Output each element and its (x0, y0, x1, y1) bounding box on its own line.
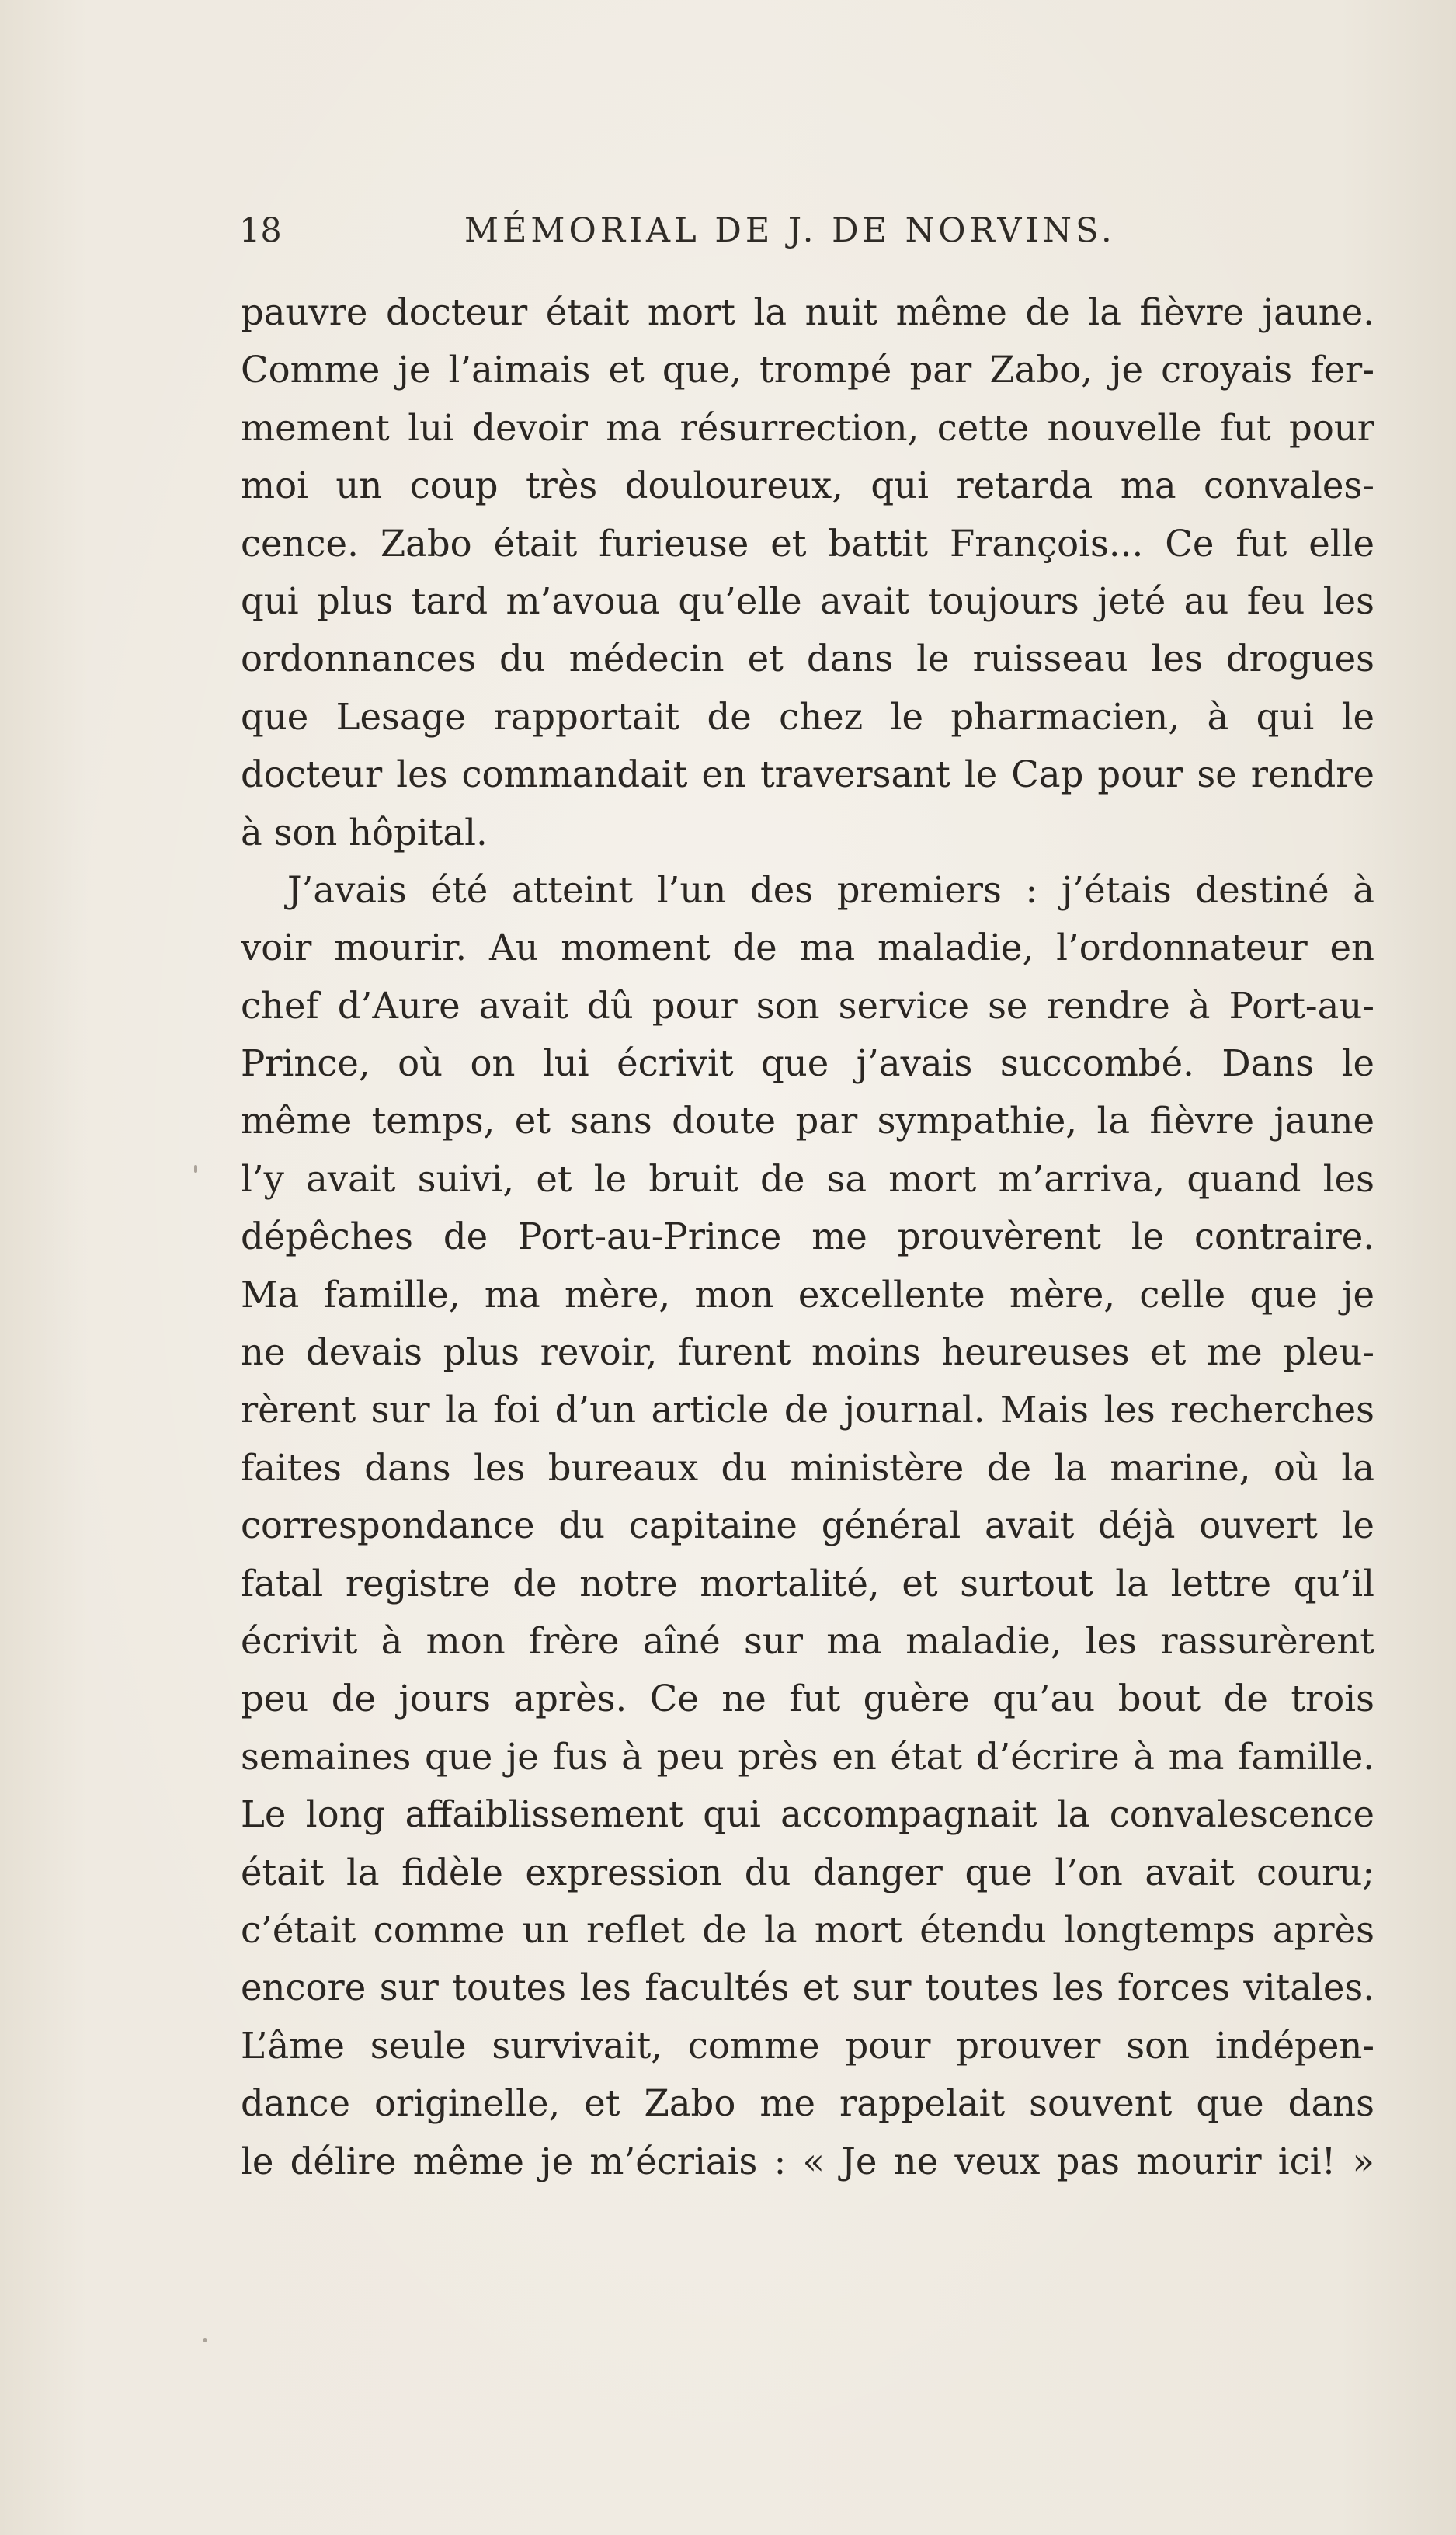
text-line: fatal registre de notre mortalité, et surtout la lettre qu’il (241, 1562, 1374, 1605)
text-line: dance originelle, et Zabo me rappelait souvent que dans (241, 2082, 1374, 2125)
text-line: Le long affaiblissement qui accompagnait la convalescence (241, 1793, 1374, 1836)
text-line: c’était comme un reflet de la mort étendu longtemps après (241, 1908, 1374, 1951)
page-number: 18 (239, 211, 282, 250)
text-line: rèrent sur la foi d’un article de journal. Mais les recherches (241, 1389, 1374, 1431)
text-line: encore sur toutes les facultés et sur toutes les forces vitales. (241, 1966, 1374, 2009)
running-title: MÉMORIAL DE J. DE NORVINS. (464, 211, 1116, 250)
text-line: ordonnances du médecin et dans le ruisseau les drogues (241, 638, 1374, 680)
text-line: Ma famille, ma mère, mon excellente mère, celle que je (241, 1273, 1374, 1316)
text-line: Prince, où on lui écrivit que j’avais succombé. Dans le (241, 1042, 1374, 1085)
text-line: docteur les commandait en traversant le Cap pour se rendre (241, 753, 1374, 796)
text-line: Comme je l’aimais et que, trompé par Zabo, je croyais fer- (241, 349, 1374, 391)
text-line: le délire même je m’écriais : « Je ne veux pas mourir ici! » (241, 2140, 1374, 2182)
text-line: que Lesage rapportait de chez le pharmacien, à qui le (241, 695, 1374, 738)
text-line: dépêches de Port-au-Prince me prouvèrent le contraire. (241, 1215, 1374, 1258)
text-line: faites dans les bureaux du ministère de la marine, où la (241, 1446, 1374, 1489)
paper-speck (203, 2338, 207, 2342)
text-line: L’âme seule survivait, comme pour prouver son indépen- (241, 2024, 1374, 2067)
text-line: correspondance du capitaine général avait déjà ouvert le (241, 1504, 1374, 1547)
text-line: chef d’Aure avait dû pour son service se rendre à Port-au- (241, 984, 1374, 1027)
paragraph-2 (241, 861, 1374, 2190)
text-line: qui plus tard m’avoua qu’elle avait toujours jeté au feu les (241, 579, 1374, 622)
text-line: mement lui devoir ma résurrection, cette nouvelle fut pour (241, 406, 1374, 449)
text-line: même temps, et sans doute par sympathie, la fièvre jaune (241, 1100, 1374, 1142)
text-line: était la fidèle expression du danger que l’on avait couru; (241, 1851, 1374, 1893)
text-line: peu de jours après. Ce ne fut guère qu’au bout de trois (241, 1678, 1374, 1720)
text-line: l’y avait suivi, et le bruit de sa mort m’arriva, quand les (241, 1157, 1374, 1200)
page-header (239, 211, 1117, 258)
text-line: à son hôpital. (241, 811, 488, 854)
text-line: J’avais été atteint l’un des premiers : j’étais destiné à (287, 868, 1374, 911)
text-line: écrivit à mon frère aîné sur ma maladie, les rassurèrent (241, 1619, 1374, 1662)
text-line: semaines que je fus à peu près en état d’écrire à ma famille. (241, 1735, 1374, 1778)
paper-speck (194, 1165, 197, 1173)
text-line: voir mourir. Au moment de ma maladie, l’ordonnateur en (241, 927, 1374, 969)
paragraph-1 (241, 283, 1374, 861)
text-line: ne devais plus revoir, furent moins heureuses et me pleu- (241, 1331, 1374, 1374)
text-line: moi un coup très douloureux, qui retarda ma convales- (241, 464, 1374, 507)
text-line: cence. Zabo était furieuse et battit François... Ce fut elle (241, 522, 1374, 565)
text-line: pauvre docteur était mort la nuit même de la fièvre jaune. (241, 291, 1374, 333)
body-text (241, 283, 1374, 2190)
